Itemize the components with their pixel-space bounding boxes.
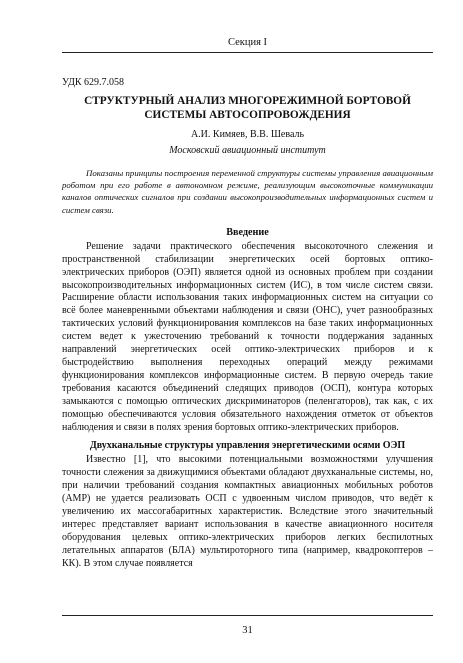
intro-heading: Введение [226,226,269,238]
abstract: Показаны принципы построения переменной структуры системы управления авиационным роботом при его работе в автономном режиме, реализующим высокоточные коммуникации каналов оптических сигналов при создании высокопроизводительных информационных систем и систем связи. [62,168,433,215]
title-line-2: СИСТЕМЫ АВТОСОПРОВОЖДЕНИЯ [144,108,351,121]
authors: А.И. Кимяев, В.В. Шеваль [190,129,305,140]
affiliation: Московский авиационный институт [169,145,326,156]
running-header: Секция I [227,37,268,48]
subsection-paragraph: Известно [1], что высокими потенциальными возможностями улучшения точности слежения за движущимися объектами обладают двухканальные системы, но, при наличии требований создания компактных авиационных мобильных роботов (АМР) не удается реализовать ОСП с удвоенным числом приводов, что ведёт к увеличению их массогабаритных характеристик. Вследствие этого значительный интерес представляет вариант использования в качестве авиационного носителя оборудования целевых оптико-электрических приборов легких беспилотных летательных аппаратов (БЛА) мультироторного типа (например, квадрокоптеров – КК). В этом случае появляется [62,454,433,569]
page-number: 31 [242,625,253,636]
title-line-1: СТРУКТУРНЫЙ АНАЛИЗ МНОГОРЕЖИМНОЙ БОРТОВОЙ [84,95,411,107]
udk-code: УДК 629.7.058 [62,77,125,88]
intro-paragraph: Решение задачи практического обеспечения высокоточного слежения и пространственной стабилизации энергетических осей бортовых оптико-электрических приборов (ОЭП) является одной из основных проблем при создании высокопроизводительных информационных систем (ИС), в том числе систем связи. Расширение области использования таких информационных систем на ситуации со всё более маневренными объектами наблюдения и связи (ОНС), учет разнообразных тактических условий функционирования комплексов на базе таких информационных систем ведет к ужесточению требований к точности поддержания заданных направлений энергетических осей оптико-электрических приборов и к быстродействию выполнения переходных операций между режимами функционирования комплексов информационные систем. В первую очередь такие требования касаются объединений следящих приводов (ОСП), контура которых замыкаются с помощью оптических дискриминаторов (пеленгаторов), так как, с их помощью обеспечиваются условия обязательного нахождения отметок от объектов наблюдения и связи в полях зрения бортовых оптико-электрических приборов. [62,240,433,433]
footer-divider [62,615,433,616]
article-body [62,76,433,571]
article-title [62,95,433,122]
subsection-heading: Двухканальные структуры управления энергетическими осями ОЭП [89,440,406,452]
header-divider [62,52,433,53]
